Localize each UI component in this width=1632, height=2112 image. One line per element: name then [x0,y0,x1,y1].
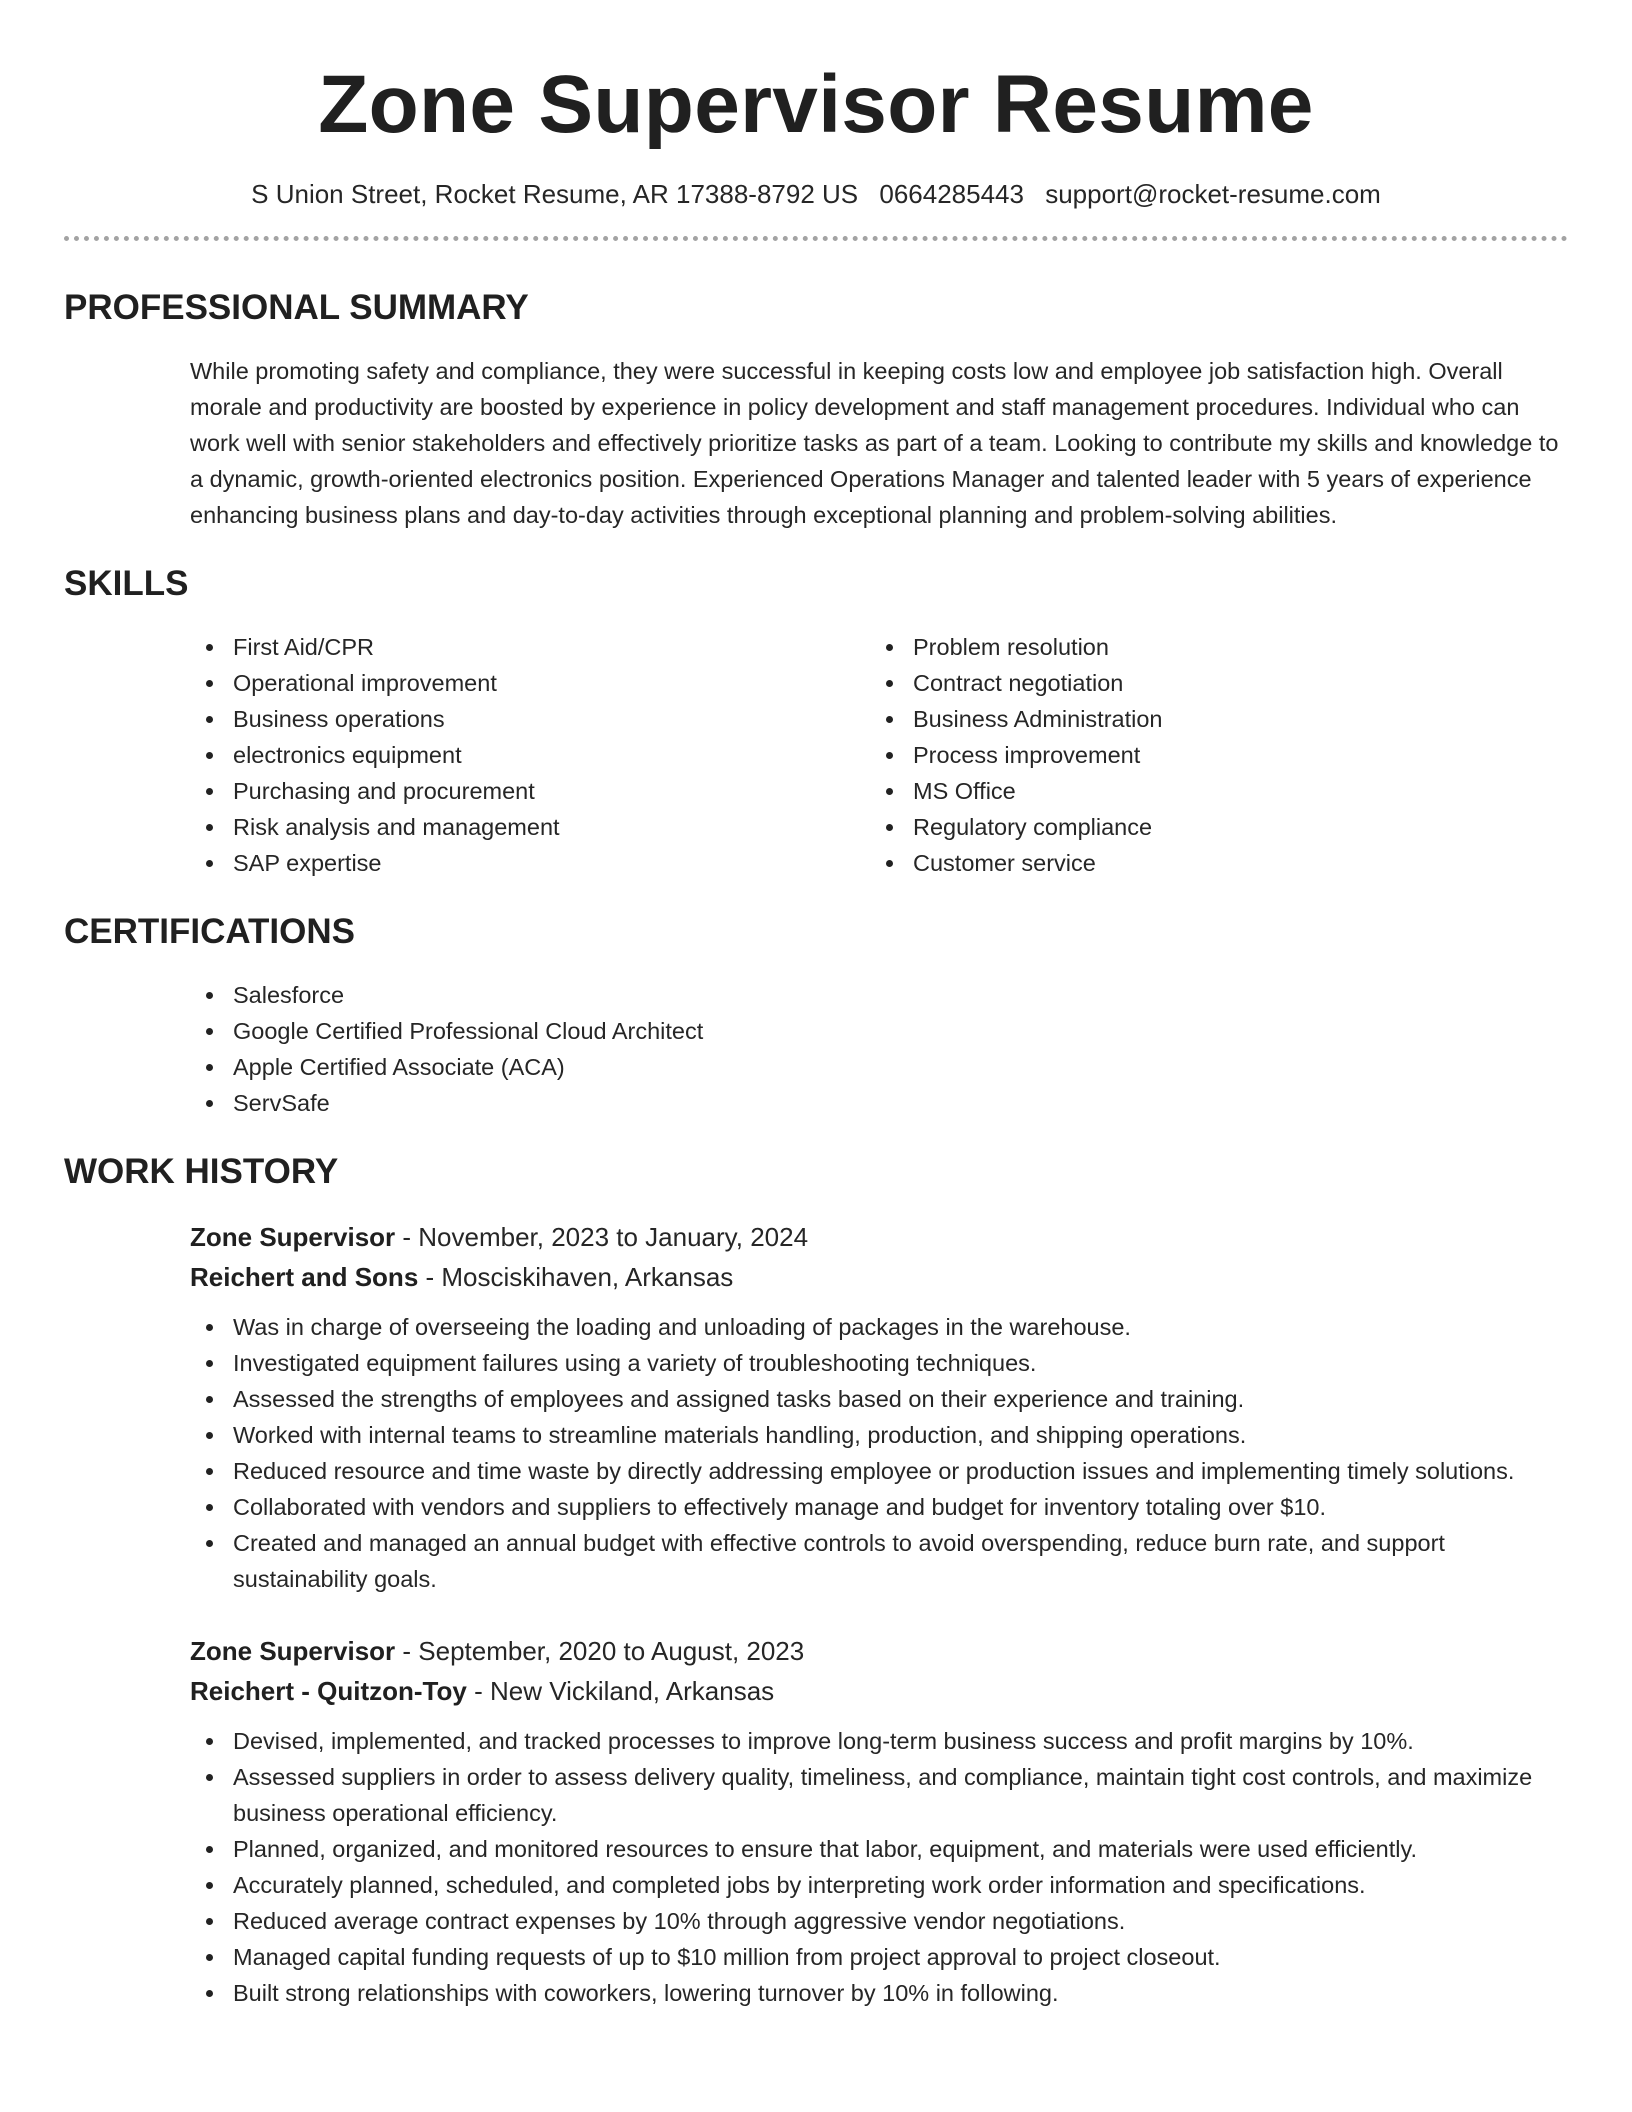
job-bullet: Worked with internal teams to streamline materials handling, production, and shipping operations. [190,1417,1568,1453]
header-divider [64,236,1568,241]
contact-address: S Union Street, Rocket Resume, AR 17388-8792 US [251,179,859,209]
skill-item: Contract negotiation [870,665,1550,701]
certifications-list [190,977,1568,1121]
job-bullet: Assessed suppliers in order to assess delivery quality, timeliness, and compliance, maintain tight cost controls, and maximize business operational efficiency. [190,1759,1568,1831]
contact-line [64,178,1568,210]
skill-item: MS Office [870,773,1550,809]
job-bullet: Devised, implemented, and tracked processes to improve long-term business success and profit margins by 10%. [190,1723,1568,1759]
skill-item: Problem resolution [870,629,1550,665]
job-company-line [190,1671,1568,1711]
job-bullets [190,1723,1568,2011]
job-entry [190,1631,1568,2011]
job-bullets [190,1309,1568,1597]
job-dates: - November, 2023 to January, 2024 [395,1222,809,1252]
skill-item: electronics equipment [190,737,870,773]
certifications-heading: CERTIFICATIONS [64,912,356,951]
certification-item: ServSafe [190,1085,1568,1121]
job-title: Zone Supervisor [190,1636,396,1666]
job-location: - New Vickiland, Arkansas [466,1676,775,1706]
job-bullet: Investigated equipment failures using a variety of troubleshooting techniques. [190,1345,1568,1381]
work-history-heading: WORK HISTORY [64,1152,339,1191]
job-title: Zone Supervisor [190,1222,396,1252]
job-dates: - September, 2020 to August, 2023 [395,1636,805,1666]
job-company: Reichert - Quitzon-Toy [190,1676,467,1706]
skill-item: First Aid/CPR [190,629,870,665]
skill-item: Process improvement [870,737,1550,773]
skill-item: Regulatory compliance [870,809,1550,845]
job-title-line [190,1217,1568,1257]
skills-heading: SKILLS [64,564,189,603]
job-company-line [190,1257,1568,1297]
skill-item: Purchasing and procurement [190,773,870,809]
skill-item: Business operations [190,701,870,737]
summary-text: While promoting safety and compliance, they were successful in keeping costs low and employee job satisfaction high. Overall morale and productivity are boosted by experience in policy development and staff management procedures. Individual who can work well with senior stakeholders and effectively prioritize tasks as part of a team. Looking to contribute my skills and knowledge to a dynamic, growth-oriented electronics position. Experienced Operations Manager and talented leader with 5 years of experience enhancing business plans and day-to-day activities through exceptional planning and problem-solving abilities. [190,358,1559,528]
skill-item: Risk analysis and management [190,809,870,845]
resume-title: Zone Supervisor Resume [318,59,1314,150]
skill-item: Operational improvement [190,665,870,701]
job-entry [190,1217,1568,1597]
certification-item: Apple Certified Associate (ACA) [190,1049,1568,1085]
job-bullet: Reduced average contract expenses by 10% through aggressive vendor negotiations. [190,1903,1568,1939]
contact-phone: 0664285443 [879,179,1024,209]
job-bullet: Reduced resource and time waste by directly addressing employee or production issues and implementing timely solutions. [190,1453,1568,1489]
job-bullet: Managed capital funding requests of up to $10 million from project approval to project closeout. [190,1939,1568,1975]
job-company: Reichert and Sons [190,1262,419,1292]
skill-item: Business Administration [870,701,1550,737]
skill-item: SAP expertise [190,845,870,881]
resume-page [64,0,1568,2011]
certification-item: Google Certified Professional Cloud Architect [190,1013,1568,1049]
job-location: - Mosciskihaven, Arkansas [418,1262,734,1292]
certification-item: Salesforce [190,977,1568,1013]
job-bullet: Accurately planned, scheduled, and completed jobs by interpreting work order information and specifications. [190,1867,1568,1903]
job-bullet: Assessed the strengths of employees and assigned tasks based on their experience and training. [190,1381,1568,1417]
contact-email: support@rocket-resume.com [1045,179,1381,209]
skills-list-left [190,629,870,881]
skills-grid [190,629,1568,881]
job-bullet: Built strong relationships with coworkers, lowering turnover by 10% in following. [190,1975,1568,2011]
job-bullet: Created and managed an annual budget with effective controls to avoid overspending, reduce burn rate, and support sustainability goals. [190,1525,1568,1597]
summary-heading: PROFESSIONAL SUMMARY [64,288,529,327]
job-bullet: Planned, organized, and monitored resources to ensure that labor, equipment, and materials were used efficiently. [190,1831,1568,1867]
job-bullet: Was in charge of overseeing the loading and unloading of packages in the warehouse. [190,1309,1568,1345]
skill-item: Customer service [870,845,1550,881]
skills-list-right [870,629,1550,881]
job-bullet: Collaborated with vendors and suppliers to effectively manage and budget for inventory totaling over $10. [190,1489,1568,1525]
job-title-line [190,1631,1568,1671]
